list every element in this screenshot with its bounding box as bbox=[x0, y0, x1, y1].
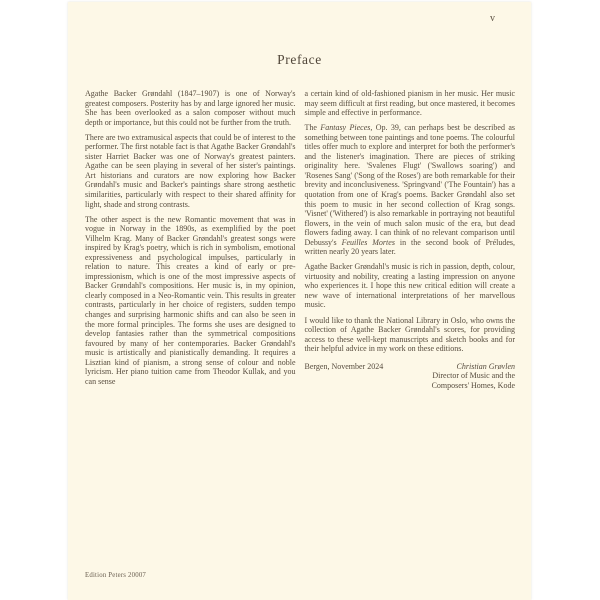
signoff-block bbox=[305, 362, 516, 391]
page-number: v bbox=[490, 13, 495, 24]
paragraph: There are two extramusical aspects that could be of interest to the performer. The first notable fact is that Agathe Backer Grøndahl's sister Harriet Backer was one of Norway's greatest painters. Agathe can be seen playing in several of her sister's paintings. Art historians and curators are now exploring how Backer Grøndahl's music and Backer's paintings share strong aesthetic similarities, particularly with respect to their shared affinity for light, shade and strong contrasts. bbox=[85, 132, 296, 209]
paragraph: The other aspect is the new Romantic movement that was in vogue in Norway in the 1890s, as exemplified by the poet Vilhelm Krag. Many of Backer Grøndahl's greatest songs were inspired by Krag's poetry, which is rich in symbolism, emotional expressiveness and psychological impulses, particularly in relation to nature. This creates a kind of early or pre-impressionism, which is one of the most impressive aspects of Backer Grøndahl's compositions. Her music is, in my opinion, clearly composed in a Neo-Romantic vein. This results in greater contrasts, particularly in her choice of registers, sudden tempo changes and surprising harmonic shifts and can also be seen in the more formal principles. The forms she uses are designed to develop fantasies rather than the symmetrical compositions favoured by many of her contemporaries. Backer Grøndahl's music is artistically and pianistically demanding. It requires a Lisztian kind of pianism, a strong sense of colour and noble lyricism. Her piano tuition came from Theodor Kullak, and you can sense bbox=[85, 214, 296, 386]
paragraph: The Fantasy Pieces, Op. 39, can perhaps best be described as something between tone paintings and tone poems. The colourful titles offer much to explore and interpret for both the performer's and the listener's imagination. There are pieces of striking originality here. 'Svalenes Flugt' ('Swallows soaring') and 'Rosenes Sang' ('Song of the Roses') are both remarkable for their brevity and inconclusiveness. 'Springvand' ('The Fountain') has a quotation from one of Krag's poems. Backer Grøndahl also set this poem to music in her second collection of Krag songs. 'Visnet' ('Withered') is also remarkable in portraying not beautiful flowers, in the vein of much salon music of the era, but dead flowers fading away. I can think of no relevant comparison until Debussy's Feuilles Mortes in the second book of Préludes, written nearly 20 years later. bbox=[304, 123, 515, 257]
signature bbox=[432, 362, 515, 391]
paragraph: Agathe Backer Grøndahl's music is rich in passion, depth, colour, virtuosity and nobility, creating a lasting impression on anyone who experiences it. I hope this new critical edition will create a new wave of international interpretations of her marvellous music. bbox=[304, 262, 515, 310]
two-column-text bbox=[68, 89, 531, 392]
signoff-place-date: Bergen, November 2024 bbox=[304, 361, 384, 371]
right-column bbox=[305, 89, 516, 392]
left-column-paragraphs bbox=[85, 89, 296, 386]
right-column-paragraphs bbox=[305, 89, 516, 354]
edition-number: Edition Peters 20007 bbox=[85, 572, 147, 579]
signature-role-line1: Director of Music and the bbox=[432, 371, 515, 381]
paragraph: I would like to thank the National Library in Oslo, who owns the collection of Agathe Backer Grøndahl's scores, for providing access to these well-kept manuscripts and sketch books and for their helpful advice in my work on these editions. bbox=[304, 315, 515, 354]
page bbox=[68, 2, 531, 600]
signature-name: Christian Grøvlen bbox=[456, 361, 515, 371]
paragraph: Agathe Backer Grøndahl (1847–1907) is one of Norway's greatest composers. Posterity has by and large ignored her music. She has been overlooked as a salon composer without much depth or importance, but this could not be further from the truth. bbox=[85, 89, 296, 127]
left-column bbox=[85, 89, 296, 392]
paragraph: a certain kind of old-fashioned pianism in her music. Her music may seem difficult at first reading, but once mastered, it becomes simple and effective in performance. bbox=[304, 89, 515, 118]
signature-role-line2: Composers' Homes, Kode bbox=[431, 380, 515, 390]
page-title: Preface bbox=[277, 52, 322, 67]
